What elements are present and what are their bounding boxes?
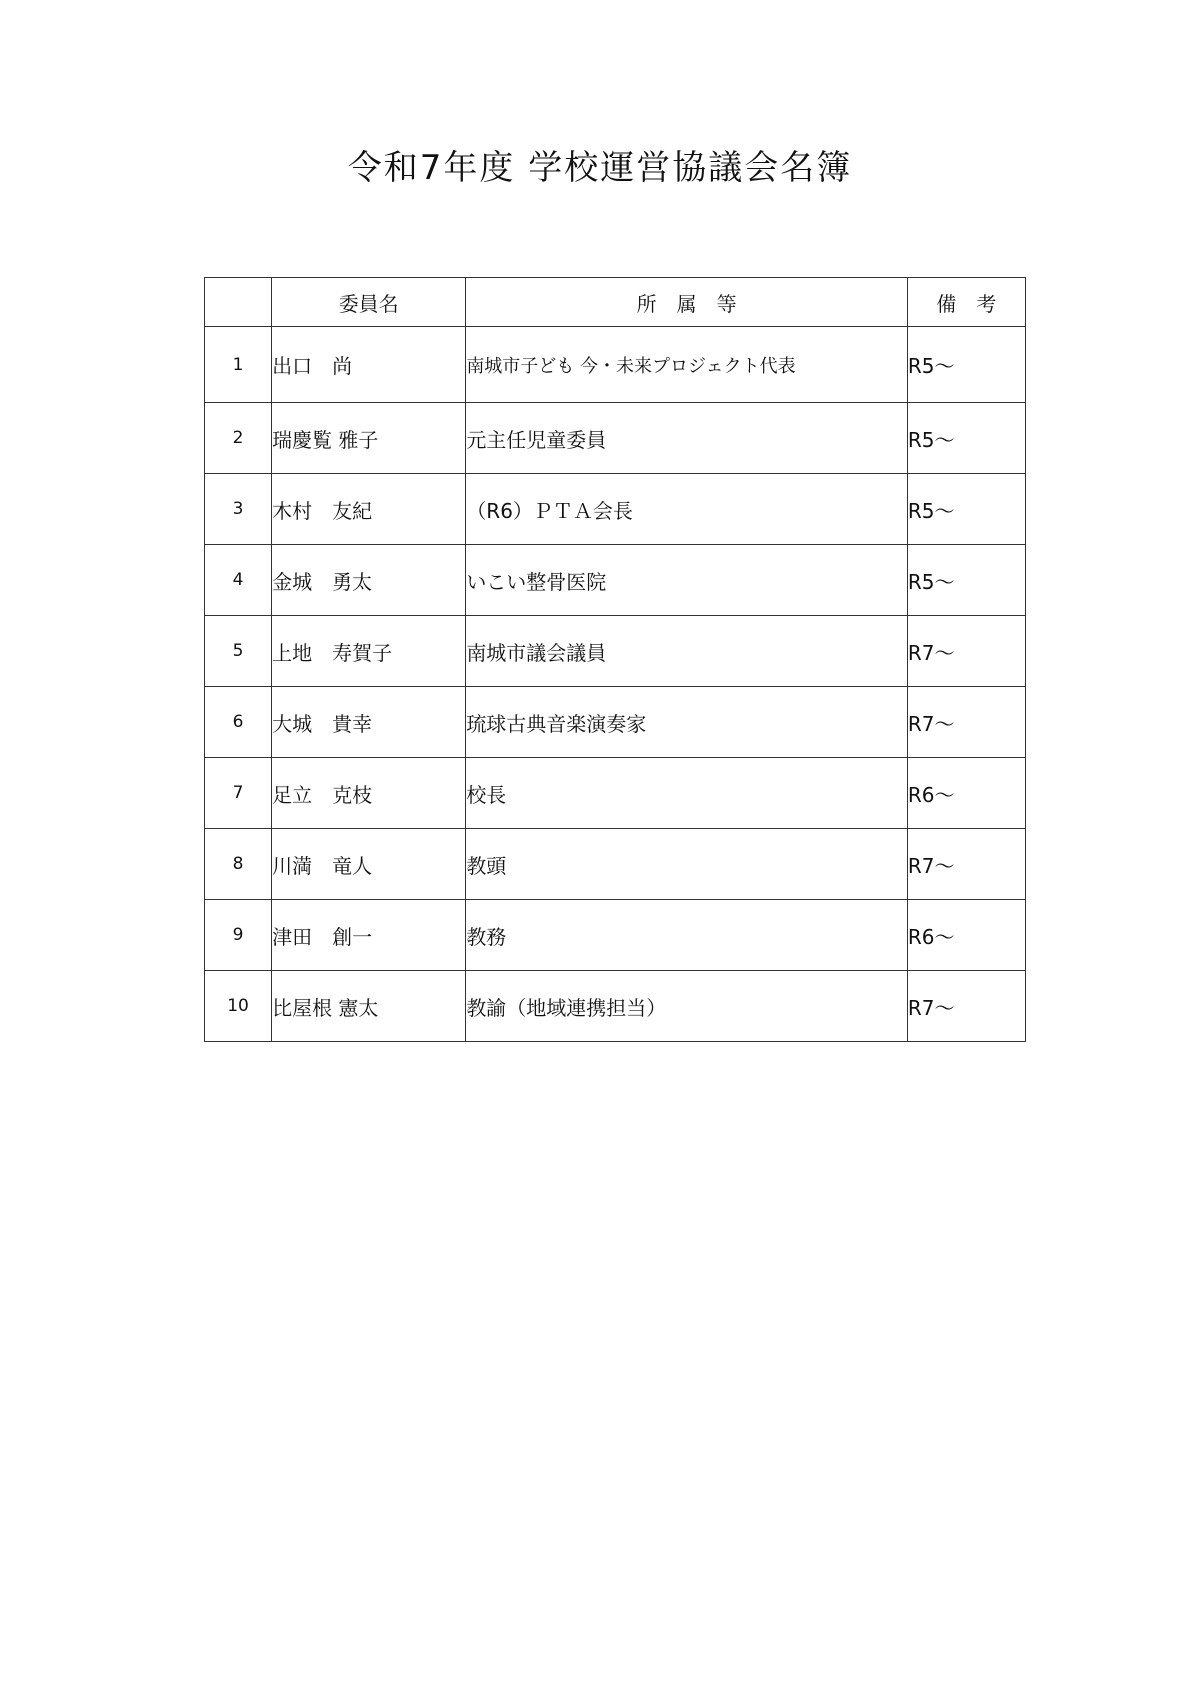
member-name: 出口 尚 [272, 327, 466, 403]
member-note: R5～ [907, 474, 1025, 545]
member-affiliation: （R6）ＰＴＡ会長 [466, 474, 908, 545]
member-note: R5～ [907, 403, 1025, 474]
member-name: 大城 貴幸 [272, 687, 466, 758]
member-name: 木村 友紀 [272, 474, 466, 545]
member-name: 瑞慶覧 雅子 [272, 403, 466, 474]
row-number: 3 [205, 474, 272, 545]
row-number: 5 [205, 616, 272, 687]
member-affiliation: 南城市子ども 今・未来プロジェクト代表 [466, 327, 908, 403]
member-name: 川満 竜人 [272, 829, 466, 900]
committee-roster-table [204, 277, 1026, 1042]
table-row [205, 687, 1026, 758]
table-row [205, 327, 1026, 403]
table-row [205, 545, 1026, 616]
header-affiliation: 所 属 等 [466, 278, 908, 327]
row-number: 2 [205, 403, 272, 474]
table-row [205, 900, 1026, 971]
row-number: 9 [205, 900, 272, 971]
table-row [205, 829, 1026, 900]
header-note: 備 考 [907, 278, 1025, 327]
member-note: R7～ [907, 616, 1025, 687]
member-note: R5～ [907, 327, 1025, 403]
row-number: 10 [205, 971, 272, 1042]
row-number: 7 [205, 758, 272, 829]
table-row [205, 616, 1026, 687]
table-row [205, 403, 1026, 474]
page-title: 令和7年度 学校運営協議会名簿 [347, 148, 853, 188]
member-name: 金城 勇太 [272, 545, 466, 616]
member-affiliation: 教頭 [466, 829, 908, 900]
table-row [205, 971, 1026, 1042]
member-name: 足立 克枝 [272, 758, 466, 829]
row-number: 4 [205, 545, 272, 616]
table-header-row [205, 278, 1026, 327]
member-note: R7～ [907, 829, 1025, 900]
member-affiliation: 教諭（地域連携担当） [466, 971, 908, 1042]
member-note: R6～ [907, 900, 1025, 971]
table-row [205, 758, 1026, 829]
member-affiliation: いこい整骨医院 [466, 545, 908, 616]
row-number: 6 [205, 687, 272, 758]
table-row [205, 474, 1026, 545]
member-affiliation: 校長 [466, 758, 908, 829]
member-note: R5～ [907, 545, 1025, 616]
member-affiliation: 南城市議会議員 [466, 616, 908, 687]
header-member-name: 委員名 [272, 278, 466, 327]
header-number [205, 278, 272, 327]
member-note: R7～ [907, 971, 1025, 1042]
member-affiliation: 琉球古典音楽演奏家 [466, 687, 908, 758]
member-note: R7～ [907, 687, 1025, 758]
member-name: 上地 寿賀子 [272, 616, 466, 687]
member-affiliation: 教務 [466, 900, 908, 971]
row-number: 8 [205, 829, 272, 900]
row-number: 1 [205, 327, 272, 403]
member-affiliation: 元主任児童委員 [466, 403, 908, 474]
member-note: R6～ [907, 758, 1025, 829]
member-name: 津田 創一 [272, 900, 466, 971]
member-name: 比屋根 憲太 [272, 971, 466, 1042]
